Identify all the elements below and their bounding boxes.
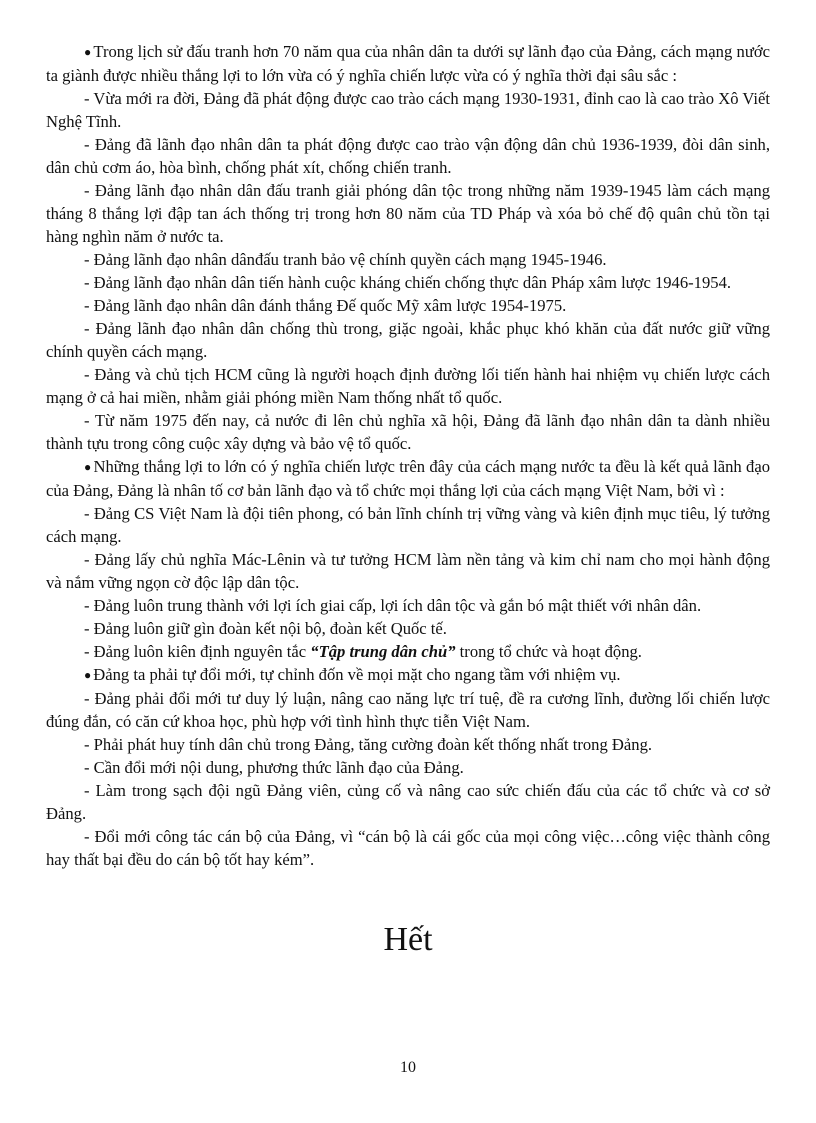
paragraph bbox=[46, 663, 770, 687]
paragraph-text-after: trong tổ chức và hoạt động. bbox=[455, 642, 642, 661]
paragraph-text: - Vừa mới ra đời, Đảng đã phát động được cao trào cách mạng 1930-1931, đỉnh cao là cao trào Xô Viết Nghệ Tĩnh. bbox=[46, 89, 770, 131]
paragraph bbox=[46, 455, 770, 502]
paragraph-text: - Đảng luôn kiên định nguyên tắc bbox=[84, 642, 311, 661]
paragraph bbox=[46, 779, 770, 825]
bullet-icon: ● bbox=[84, 45, 92, 59]
document-body bbox=[46, 40, 770, 871]
paragraph-text: - Đảng lãnh đạo nhân dânđấu tranh bảo vệ chính quyền cách mạng 1945-1946. bbox=[84, 250, 607, 269]
paragraph bbox=[46, 756, 770, 779]
paragraph-text: - Đảng luôn giữ gìn đoàn kết nội bộ, đoàn kết Quốc tế. bbox=[84, 619, 447, 638]
paragraph bbox=[46, 248, 770, 271]
bullet-icon: ● bbox=[84, 460, 92, 474]
paragraph-text: - Làm trong sạch đội ngũ Đảng viên, củng cố và nâng cao sức chiến đấu của các tổ chức và cơ sở Đảng. bbox=[46, 781, 770, 823]
paragraph-text: - Phải phát huy tính dân chủ trong Đảng, tăng cường đoàn kết thống nhất trong Đảng. bbox=[84, 735, 653, 754]
paragraph-text: Đảng ta phải tự đổi mới, tự chỉnh đốn về mọi mặt cho ngang tầm với nhiệm vụ. bbox=[93, 665, 621, 684]
paragraph-text: - Đảng lấy chủ nghĩa Mác-Lênin và tư tưởng HCM làm nền tảng và kim chỉ nam cho mọi hành động và nắm vững ngọn cờ độc lập dân tộc. bbox=[46, 550, 770, 592]
paragraph-text: - Đảng lãnh đạo nhân dân đấu tranh giải phóng dân tộc trong những năm 1939-1945 làm cách mạng tháng 8 thắng lợi đập tan ách thống trị trong hơn 80 năm của TD Pháp và xóa bỏ chế độ quân chủ tồn tại hàng nghìn năm ở nước ta. bbox=[46, 181, 770, 246]
paragraph bbox=[46, 733, 770, 756]
paragraph bbox=[46, 317, 770, 363]
paragraph-text: - Từ năm 1975 đến nay, cả nước đi lên chủ nghĩa xã hội, Đảng đã lãnh đạo nhân dân ta dành nhiều thành tựu trong công cuộc xây dựng và bảo vệ tổ quốc. bbox=[46, 411, 770, 453]
paragraph bbox=[46, 687, 770, 733]
paragraph bbox=[46, 548, 770, 594]
paragraph bbox=[46, 594, 770, 617]
paragraph-text: - Đảng lãnh đạo nhân dân đánh thắng Đế quốc Mỹ xâm lược 1954-1975. bbox=[84, 296, 567, 315]
paragraph bbox=[46, 133, 770, 179]
paragraph-text: - Đảng lãnh đạo nhân dân tiến hành cuộc kháng chiến chống thực dân Pháp xâm lược 1946-1954. bbox=[84, 273, 732, 292]
paragraph-text: - Đổi mới công tác cán bộ của Đảng, vì “cán bộ là cái gốc của mọi công việc…công việc thành công hay thất bại đều do cán bộ tốt hay kém”. bbox=[46, 827, 770, 869]
paragraph-text: Trong lịch sử đấu tranh hơn 70 năm qua của nhân dân ta dưới sự lãnh đạo của Đảng, cách mạng nước ta giành được nhiều thắng lợi to lớn vừa có ý nghĩa chiến lược vừa có ý nghĩa thời đại sâu sắc : bbox=[46, 42, 770, 85]
paragraph bbox=[46, 825, 770, 871]
paragraph bbox=[46, 294, 770, 317]
paragraph bbox=[46, 179, 770, 248]
paragraph bbox=[46, 271, 770, 294]
paragraph bbox=[46, 363, 770, 409]
paragraph-text: - Đảng phải đổi mới tư duy lý luận, nâng cao năng lực trí tuệ, đề ra cương lĩnh, đường lối chiến lược đúng đắn, có căn cứ khoa học, phù hợp với tình hình thực tiễn Việt Nam. bbox=[46, 689, 770, 731]
paragraph-text: - Đảng và chủ tịch HCM cũng là người hoạch định đường lối tiến hành hai nhiệm vụ chiến lược cách mạng ở cả hai miền, nhằm giải phóng miền Nam thống nhất tổ quốc. bbox=[46, 365, 770, 407]
end-title: Hết bbox=[383, 921, 433, 958]
page-number: 10 bbox=[400, 1059, 416, 1076]
paragraph-text: - Đảng CS Việt Nam là đội tiên phong, có bản lĩnh chính trị vững vàng và kiên định mục tiêu, lý tưởng cách mạng. bbox=[46, 504, 770, 546]
emphasis-text: “Tập trung dân chủ” bbox=[310, 642, 456, 661]
bullet-icon: ● bbox=[84, 668, 92, 682]
paragraph-text: - Cần đổi mới nội dung, phương thức lãnh đạo của Đảng. bbox=[84, 758, 464, 777]
paragraph bbox=[46, 40, 770, 87]
paragraph-text: Những thắng lợi to lớn có ý nghĩa chiến lược trên đây của cách mạng nước ta đều là kết quả lãnh đạo của Đảng, Đảng là nhân tố cơ bản lãnh đạo và tổ chức mọi thắng lợi của cách mạng Việt Nam, bởi vì : bbox=[46, 457, 771, 500]
paragraph bbox=[46, 87, 770, 133]
paragraph bbox=[46, 617, 770, 640]
paragraph-text: - Đảng luôn trung thành với lợi ích giai cấp, lợi ích dân tộc và gắn bó mật thiết với nhân dân. bbox=[84, 596, 702, 615]
paragraph bbox=[46, 502, 770, 548]
paragraph-text: - Đảng đã lãnh đạo nhân dân ta phát động được cao trào vận động dân chủ 1936-1939, đòi dân sinh, dân chủ cơm áo, hòa bình, chống phát xít, chống chiến tranh. bbox=[46, 135, 770, 177]
paragraph-text: - Đảng lãnh đạo nhân dân chống thù trong, giặc ngoài, khắc phục khó khăn của đất nước giữ vững chính quyền cách mạng. bbox=[46, 319, 770, 361]
paragraph bbox=[46, 409, 770, 455]
paragraph bbox=[46, 640, 770, 663]
